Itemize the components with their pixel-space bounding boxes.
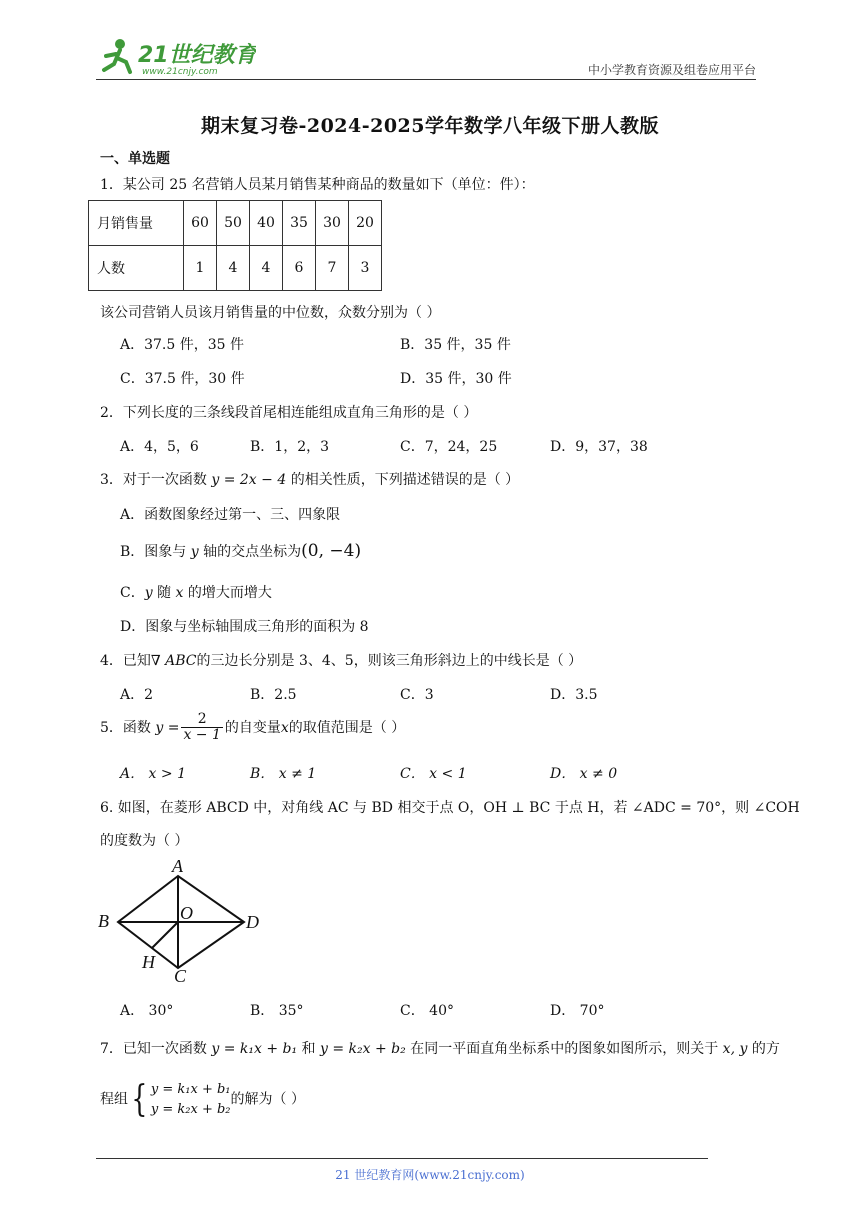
table-cell: 4	[217, 246, 250, 291]
page-title: 期末复习卷-2024-2025学年数学八年级下册人教版	[200, 115, 660, 137]
q6-option-b[interactable]: B． 35°	[250, 1003, 304, 1019]
rhombus-diagram	[90, 856, 270, 986]
q2-stem: 2．下列长度的三条线段首尾相连能组成直角三角形的是（ ）	[100, 405, 478, 421]
q3-option-c[interactable]	[120, 582, 272, 602]
footer-divider	[96, 1158, 708, 1159]
q5-var: x	[280, 719, 289, 736]
label-o: O	[180, 903, 193, 923]
equation-1: y = k₁x + b₁	[150, 1082, 231, 1097]
label-a: A	[172, 856, 183, 876]
section-heading: 一、单选题	[100, 151, 170, 167]
q4-triangle: ∇ ABC	[150, 653, 197, 669]
q3-option-d[interactable]: D．图象与坐标轴围成三角形的面积为 8	[120, 619, 369, 635]
table-cell: 40	[250, 201, 283, 246]
q2-option-c[interactable]: C．7，24，25	[400, 439, 498, 455]
q3-c-text-3: 的增大而增大	[183, 585, 272, 601]
table-cell: 30	[316, 201, 349, 246]
q4-option-d[interactable]: D．3.5	[550, 687, 598, 703]
q1-table	[88, 200, 382, 291]
q7-stem-line1	[100, 1038, 780, 1058]
table-header-people: 人数	[89, 246, 184, 291]
q3-c-text: C．	[120, 585, 145, 601]
q4-stem-text: 4．已知	[100, 653, 151, 669]
q5-stem-text: 5．函数	[100, 719, 156, 736]
footer-text: 21 世纪教育网(www.21cnjy.com)	[335, 1168, 525, 1182]
q5-option-d[interactable]: D． x ≠ 0	[550, 766, 618, 782]
q2-option-b[interactable]: B．1，2，3	[250, 439, 330, 455]
q3-c-var1: y	[144, 585, 153, 601]
logo-text: 21世纪教育	[138, 43, 256, 68]
table-cell: 6	[283, 246, 316, 291]
q3-b-text-2: 轴的交点坐标为	[198, 544, 302, 560]
q5-numerator: 2	[181, 712, 222, 728]
equation-system	[151, 1080, 231, 1119]
q7-text-4: 的方	[747, 1041, 780, 1057]
q7-stem-line2	[100, 1080, 305, 1119]
q5-option-a[interactable]: A． x > 1	[120, 766, 186, 782]
q3-stem	[100, 469, 519, 489]
q3-formula: y = 2x − 4	[211, 472, 287, 488]
q1-option-c[interactable]: C．37.5 件，30 件	[120, 371, 245, 387]
q7-text-6: 的解为（ ）	[230, 1091, 305, 1108]
label-b: B	[98, 911, 109, 931]
q3-stem-text-2: 的相关性质，下列描述错误的是（ ）	[286, 472, 520, 488]
table-cell: 60	[184, 201, 217, 246]
q3-option-a[interactable]: A．函数图象经过第一、三、四象限	[120, 507, 341, 523]
system-brace: {	[131, 1078, 148, 1120]
q6-stem-line1: 6. 如图，在菱形 ABCD 中，对角线 AC 与 BD 相交于点 O，OH ⊥ BC 于点 H，若 ∠ADC = 70°，则 ∠COH	[100, 800, 800, 816]
q3-option-b[interactable]	[120, 541, 361, 561]
q2-option-d[interactable]: D．9，37，38	[550, 439, 648, 455]
q5-denominator: x − 1	[183, 727, 221, 744]
q7-text-3: 在同一平面直角坐标系中的图象如图所示，则关于	[405, 1041, 723, 1057]
q1-question: 该公司营销人员该月销售量的中位数，众数分别为（ ）	[100, 305, 441, 321]
q4-option-a[interactable]: A．2	[120, 687, 154, 703]
q3-b-var: y	[190, 544, 199, 560]
q4-option-b[interactable]: B．2.5	[250, 687, 297, 703]
q5-stem-text-2: 的自变量	[224, 719, 281, 736]
site-logo	[96, 36, 256, 78]
logo-url: www.21cnjy.com	[142, 67, 218, 77]
label-h: H	[142, 952, 155, 972]
q5-option-b[interactable]: B． x ≠ 1	[250, 766, 317, 782]
q3-b-text: B．图象与	[120, 544, 191, 560]
q1-option-d[interactable]: D．35 件，30 件	[400, 371, 512, 387]
q5-fraction	[181, 712, 222, 744]
q1-stem: 1．某公司 25 名营销人员某月销售某种商品的数量如下（单位：件）：	[100, 177, 535, 193]
q6-stem-line2: 的度数为（ ）	[100, 833, 189, 849]
q4-stem	[100, 650, 582, 670]
table-cell: 50	[217, 201, 250, 246]
header-divider	[96, 79, 756, 80]
platform-name: 中小学教育资源及组卷应用平台	[587, 63, 756, 77]
label-c: C	[174, 966, 187, 986]
q7-vars: x, y	[722, 1041, 748, 1057]
q3-c-text-2: 随	[152, 585, 176, 601]
q7-text-5: 程组	[100, 1091, 128, 1108]
q7-f1: y = k₁x + b₁	[211, 1041, 298, 1057]
table-header-sales: 月销售量	[89, 201, 184, 246]
q5-stem	[100, 712, 405, 744]
q5-stem-text-3: 的取值范围是（ ）	[288, 719, 406, 736]
q7-text: 7．已知一次函数	[100, 1041, 212, 1057]
q6-option-a[interactable]: A． 30°	[120, 1003, 174, 1019]
table-cell: 35	[283, 201, 316, 246]
q3-b-coord: (0, −4)	[301, 541, 362, 561]
table-cell: 3	[349, 246, 382, 291]
segment-oh	[152, 922, 178, 948]
q5-lhs: y =	[155, 719, 180, 736]
q3-c-var2: x	[175, 585, 184, 601]
q6-option-d[interactable]: D． 70°	[550, 1003, 605, 1019]
q2-option-a[interactable]: A．4，5，6	[120, 439, 199, 455]
q1-option-b[interactable]: B．35 件，35 件	[400, 337, 511, 353]
q6-option-c[interactable]: C． 40°	[400, 1003, 454, 1019]
q4-option-c[interactable]: C．3	[400, 687, 434, 703]
q3-stem-text: 3．对于一次函数	[100, 472, 212, 488]
table-cell: 4	[250, 246, 283, 291]
q4-stem-text-2: 的三边长分别是 3、4、5，则该三角形斜边上的中线长是（ ）	[196, 653, 583, 669]
table-cell: 7	[316, 246, 349, 291]
equation-2: y = k₂x + b₂	[150, 1101, 231, 1117]
q7-text-2: 和	[297, 1041, 321, 1057]
label-d: D	[246, 912, 259, 932]
q1-option-a[interactable]: A．37.5 件，35 件	[120, 337, 244, 353]
table-cell: 20	[349, 201, 382, 246]
table-cell: 1	[184, 246, 217, 291]
q7-f2: y = k₂x + b₂	[320, 1041, 406, 1057]
q5-option-c[interactable]: C． x < 1	[400, 766, 467, 782]
